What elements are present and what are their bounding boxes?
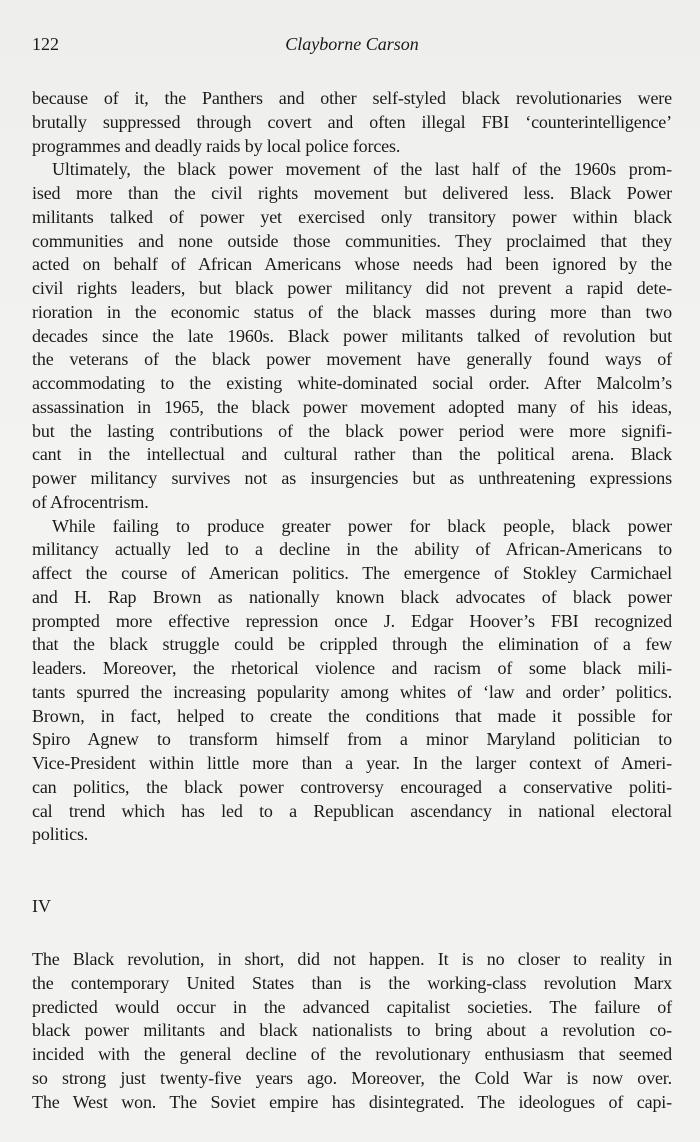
text-line: brutally suppressed through covert and often illegal FBI ‘counterintelligence’	[32, 111, 672, 132]
text-line: so strong just twenty-five years ago. Moreover, the Cold War is now over.	[32, 1067, 672, 1088]
text-line: accommodating to the existing white-dominated social order. After Malcolm’s	[32, 373, 672, 393]
text-line: the veterans of the black power movement have generally found ways of	[32, 349, 672, 370]
text-line: programmes and deadly raids by local police forces.	[32, 135, 401, 156]
paragraph	[32, 515, 672, 848]
text-line: of Afrocentrism.	[32, 491, 149, 512]
text-line: While failing to produce greater power for black people, black power	[52, 515, 672, 536]
body-text-upper	[32, 87, 672, 847]
text-line: cant in the intellectual and cultural rather than the political arena. Black	[32, 444, 672, 465]
paragraph	[32, 87, 672, 158]
text-line: because of it, the Panthers and other self-styled black revolutionaries were	[32, 88, 672, 108]
text-line: Vice-President within little more than a year. In the larger context of Ameri-	[32, 753, 672, 773]
running-head: Clayborne Carson	[285, 34, 419, 54]
text-line: tants spurred the increasing popularity among whites of ‘law and order’ politics.	[32, 681, 672, 702]
paragraph	[32, 158, 672, 514]
text-line: Ultimately, the black power movement of the last half of the 1960s prom-	[52, 159, 672, 180]
text-line: Spiro Agnew to transform himself from a minor Maryland politician to	[32, 729, 672, 750]
page-header	[32, 34, 672, 56]
text-line: incided with the general decline of the revolutionary enthusiasm that seemed	[32, 1044, 672, 1064]
text-line: militants talked of power yet exercised only transitory power within black	[32, 206, 672, 227]
text-line: cal trend which has led to a Republican ascendancy in national electoral	[32, 800, 672, 821]
body-text-lower	[32, 948, 672, 1114]
text-line: leaders. Moreover, the rhetorical violence and racism of some black mili-	[32, 658, 672, 678]
text-line: The Black revolution, in short, did not happen. It is no closer to reality in	[32, 949, 672, 969]
text-line: The West won. The Soviet empire has disintegrated. The ideologues of capi-	[32, 1091, 672, 1112]
text-line: Brown, in fact, helped to create the conditions that made it possible for	[32, 705, 672, 726]
text-line: acted on behalf of African Americans whose needs had been ignored by the	[32, 254, 672, 275]
text-line: power militancy survives not as insurgencies but as unthreatening expressions	[32, 468, 672, 488]
text-line: rioration in the economic status of the black masses during more than two	[32, 301, 672, 322]
text-line: the contemporary United States than is the working-class revolution Marx	[32, 972, 672, 993]
text-line: black power militants and black nationalists to bring about a revolution co-	[32, 1020, 672, 1041]
text-line: prompted more effective repression once J. Edgar Hoover’s FBI recognized	[32, 610, 672, 631]
text-line: assassination in 1965, the black power movement adopted many of his ideas,	[32, 396, 672, 417]
text-line: and H. Rap Brown as nationally known black advocates of black power	[32, 586, 672, 607]
text-line: civil rights leaders, but black power militancy did not prevent a rapid dete-	[32, 278, 672, 298]
page-number: 122	[32, 34, 59, 54]
text-line: communities and none outside those communities. They proclaimed that they	[32, 230, 672, 251]
text-line: predicted would occur in the advanced capitalist societies. The failure of	[32, 996, 672, 1017]
text-line: that the black struggle could be crippled through the elimination of a few	[32, 634, 672, 655]
text-line: militancy actually led to a decline in the ability of African-Americans to	[32, 539, 672, 560]
text-line: affect the course of American politics. The emergence of Stokley Carmichael	[32, 563, 672, 583]
paragraph	[32, 948, 672, 1114]
text-line: decades since the late 1960s. Black power militants talked of revolution but	[32, 325, 672, 346]
text-line: but the lasting contributions of the black power period were more signifi-	[32, 420, 672, 441]
text-line: can politics, the black power controversy encouraged a conservative politi-	[32, 776, 672, 797]
section-heading: IV	[32, 896, 51, 916]
text-line: politics.	[32, 824, 89, 845]
text-line: ised more than the civil rights movement but delivered less. Black Power	[32, 183, 672, 203]
